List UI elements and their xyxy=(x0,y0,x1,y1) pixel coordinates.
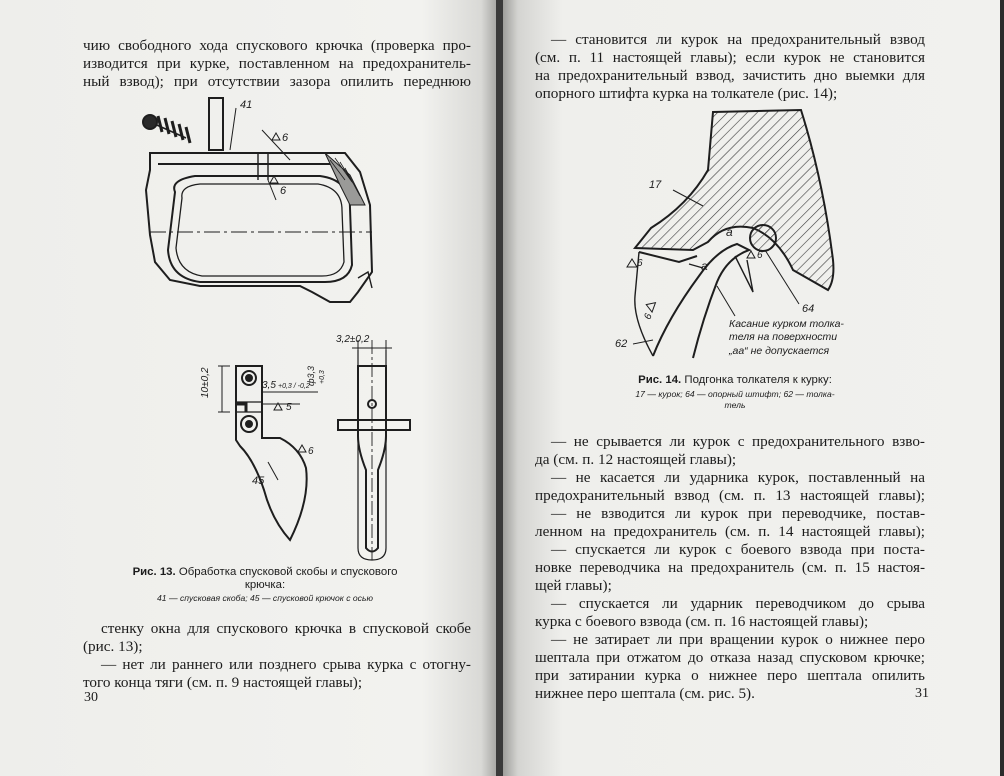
dim-phi-tol: +0,3 xyxy=(319,370,326,384)
text-line: — не затирает ли при вращении курок о нижнее перо xyxy=(551,631,925,648)
text-line: шептала при отжатом до отказа назад спусковом крючке; xyxy=(535,649,925,666)
fig14-legend-line1: 17 — курок; 64 — опорный штифт; 62 — толка- xyxy=(635,389,835,399)
page-number-right: 31 xyxy=(915,686,929,701)
fig14-caption xyxy=(615,374,855,387)
finish-mark-6c: 6 xyxy=(308,446,314,457)
text-line: при затирании курка о нижнее перо шептала опилить xyxy=(535,667,925,684)
fig14-legend xyxy=(615,389,855,411)
left-page xyxy=(0,0,496,776)
fig14-caption-text: Подгонка толкателя к курку: xyxy=(684,374,832,386)
finish-6-right: 6 xyxy=(757,250,763,261)
text-line: щей главы); xyxy=(535,577,612,594)
text-line: стенку окна для спускового крючка в спусковой скобе xyxy=(101,620,471,637)
text-line: на предохранительный взвод, зачистить дно выемки для xyxy=(535,67,925,84)
fig14-note-line2: теля на поверхности xyxy=(729,331,838,343)
fig13-caption-line1: Обработка спусковой скобы и спускового xyxy=(178,566,398,578)
right-page xyxy=(503,0,1000,776)
text-line: — не взводится ли курок при переводчике, постав- xyxy=(551,505,925,522)
dim-35-tol: +0,3 / -0,2 xyxy=(278,383,310,390)
text-line: ленном на предохранитель (см. п. 14 настоящей главы); xyxy=(535,523,925,540)
label-a1: а xyxy=(726,225,733,239)
label-41: 41 xyxy=(240,99,253,111)
text-line: изводится при курке, поставленном на предохранитель- xyxy=(83,55,471,72)
text-line: опорного штифта курка на толкателе (рис. 14); xyxy=(535,85,838,102)
finish-6-mid: 6 xyxy=(642,312,655,322)
text-line: предохранительный взвод (см. п. 13 настоящей главы); xyxy=(535,487,925,504)
page-number-left: 30 xyxy=(84,690,98,705)
fig13-caption xyxy=(120,566,410,592)
text-line: новке переводчика на предохранитель (см. п. 15 настоя- xyxy=(535,559,925,576)
text-line: — становится ли курок на предохранительный взвод xyxy=(551,31,925,48)
text-line: — нет ли раннего или позднего срыва курка с отогну- xyxy=(101,656,471,673)
text-line: — не срывается ли курок с предохранительного взво- xyxy=(551,433,925,450)
dim-32: 3,2±0,2 xyxy=(336,334,370,345)
text-line: нижнее перо шептала (см. рис. 5). xyxy=(535,685,755,702)
label-62: 62 xyxy=(615,338,628,350)
fig13-caption-line2: крючка: xyxy=(244,579,286,591)
fig14-caption-prefix: Рис. 14. xyxy=(638,374,682,386)
finish-mark-5: 5 xyxy=(286,402,292,413)
text-line: да (см. п. 12 настоящей главы); xyxy=(535,451,737,468)
text-line: чию свободного хода спускового крючка (проверка про- xyxy=(83,37,471,54)
dim-35: 3,5 xyxy=(262,380,276,391)
label-a2: а xyxy=(701,259,708,273)
text-line: ный взвод); при отсутствии зазора опилить переднюю xyxy=(83,73,471,90)
book-edge xyxy=(1000,0,1004,776)
label-45: 45 xyxy=(252,475,265,487)
text-line: (см. п. 11 настоящей главы); если курок не становится xyxy=(535,49,925,66)
fig13-legend: 41 — спусковая скоба; 45 — спусковой крючок с осью xyxy=(157,593,373,603)
fig14-note-line1: Касание курком толка- xyxy=(729,318,844,330)
dim-phi: ф3,3 xyxy=(306,365,316,386)
text-line: — спускается ли ударник переводчиком до срыва xyxy=(551,595,925,612)
label-64: 64 xyxy=(802,303,815,315)
dim-10: 10±0,2 xyxy=(200,367,211,398)
fig13-caption-prefix: Рис. 13. xyxy=(132,566,176,578)
text-line: (рис. 13); xyxy=(83,638,143,655)
fig14-note-line3: „аа“ не допускается xyxy=(729,345,830,357)
text-line: курка с боевого взвода (см. п. 16 настоящей главы); xyxy=(535,613,869,630)
label-17: 17 xyxy=(649,179,662,191)
text-line: — спускается ли курок с боевого взвода при поста- xyxy=(551,541,925,558)
finish-6-left: 6 xyxy=(637,258,643,269)
text-line: — не касается ли ударника курок, поставленный на xyxy=(551,469,925,486)
text-line: того конца тяги (см. п. 9 настоящей главы); xyxy=(83,674,363,691)
book-gutter xyxy=(496,0,503,776)
finish-mark-6b: 6 xyxy=(280,185,287,197)
finish-mark-6a: 6 xyxy=(282,132,289,144)
fig14-legend-line2: тель xyxy=(724,400,746,410)
